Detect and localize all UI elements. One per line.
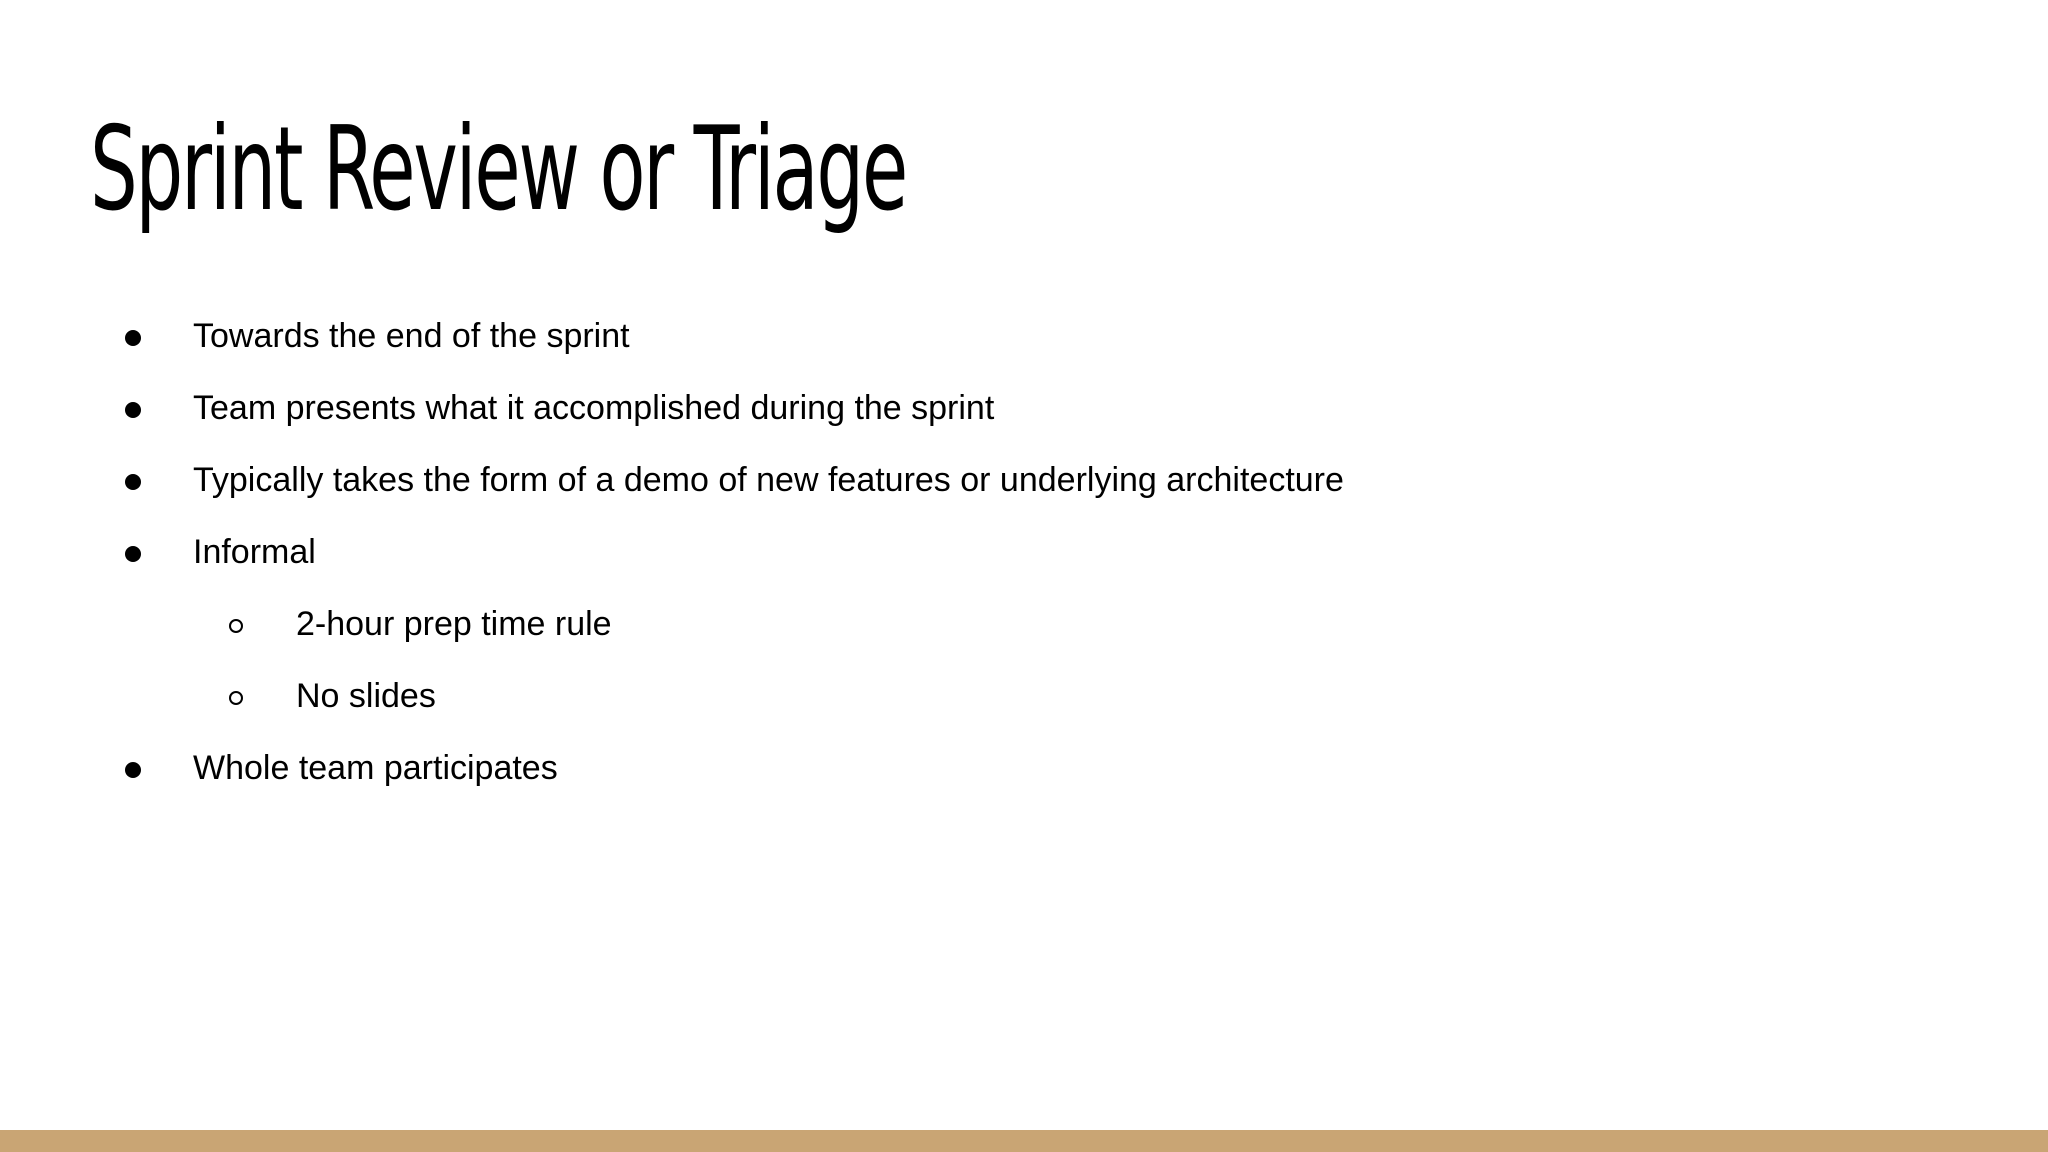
sub-bullet-text: 2-hour prep time rule (296, 605, 612, 643)
bullet-item (0, 444, 2048, 516)
sub-bullet-text: No slides (296, 677, 436, 715)
bullet-text: Whole team participates (193, 749, 558, 787)
slide-title: Sprint Review or Triage (90, 102, 907, 237)
sub-bullet-item (0, 660, 2048, 732)
bullet-text: Typically takes the form of a demo of new features or underlying architecture (193, 461, 1344, 499)
bullet-filled-icon (118, 300, 148, 372)
bullet-filled-icon (118, 372, 148, 444)
bullet-text: Informal (193, 533, 316, 571)
bullet-item (0, 516, 2048, 588)
bullet-hollow-icon (221, 660, 251, 732)
bullet-filled-icon (118, 444, 148, 516)
bullet-list (0, 300, 2048, 804)
bullet-item (0, 732, 2048, 804)
bullet-item (0, 372, 2048, 444)
bullet-filled-icon (118, 732, 148, 804)
footer-accent-bar (0, 1130, 2048, 1152)
bullet-item (0, 300, 2048, 372)
bullet-hollow-icon (221, 588, 251, 660)
sub-bullet-item (0, 588, 2048, 660)
bullet-text: Towards the end of the sprint (193, 317, 630, 355)
bullet-text: Team presents what it accomplished during the sprint (193, 389, 995, 427)
bullet-filled-icon (118, 516, 148, 588)
